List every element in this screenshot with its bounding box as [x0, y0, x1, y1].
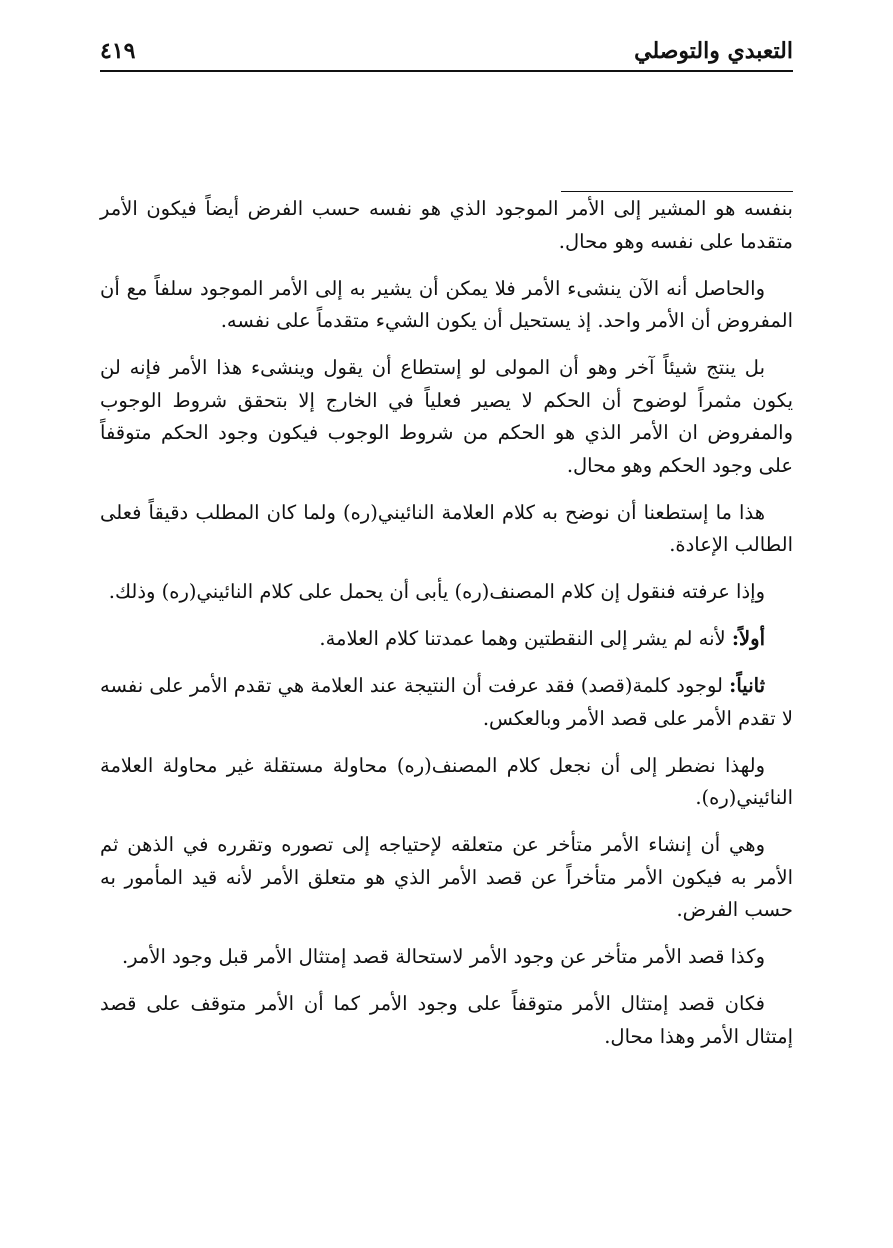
- paragraph: ثانياً: لوجود كلمة(قصد) فقد عرفت أن النتيجة عند العلامة هي تقدم الأمر على نفسه لا تقدم الأمر على قصد الأمر وبالعكس.: [100, 674, 793, 730]
- paragraph: بل ينتج شيئاً آخر وهو أن المولى لو إستطاع أن يقول وينشىء هذا الأمر فإنه لن يكون مثمراً لوضوح أن الحكم لا يصير فعلياً في الخارج إلا بتحقق شروط الوجوب والمفروض ان الأمر الذي هو الحكم من شروط الوجوب فيكون وجود الحكم متوقفاً على وجود الحكم وهو محال.: [100, 356, 793, 477]
- footnote-separator: [561, 191, 793, 192]
- point-label: ثانياً:: [729, 674, 765, 697]
- paragraph: وهي أن إنشاء الأمر متأخر عن متعلقه لإحتياجه إلى تصوره وتقرره في الذهن ثم الأمر به فيكون الأمر متأخراً عن قصد الأمر الذي هو متعلق الأمر لأنه قيد المأمور به حسب الفرض.: [100, 833, 793, 921]
- running-header: [100, 24, 793, 72]
- running-title: التعبدي والتوصلي: [634, 38, 793, 64]
- paragraph: بنفسه هو المشير إلى الأمر الموجود الذي هو نفسه حسب الفرض أيضاً فيكون الأمر متقدما على نفسه وهو محال.: [100, 197, 793, 253]
- paragraph: أولاً: لأنه لم يشر إلى النقطتين وهما عمدتنا كلام العلامة.: [319, 627, 765, 650]
- paragraph: هذا ما إستطعنا أن نوضح به كلام العلامة النائيني(ره) ولما كان المطلب دقيقاً فعلى الطالب الإعادة.: [100, 500, 793, 556]
- paragraph: فكان قصد إمتثال الأمر متوقفاً على وجود الأمر كما أن الأمر متوقف على قصد إمتثال الأمر وهذا محال.: [100, 992, 793, 1048]
- paragraph: وكذا قصد الأمر متأخر عن وجود الأمر لاستحالة قصد إمتثال الأمر قبل وجود الأمر.: [121, 945, 765, 968]
- footnote-text: [100, 193, 793, 1068]
- paragraph: ولهذا نضطر إلى أن نجعل كلام المصنف(ره) محاولة مستقلة غير محاولة العلامة النائيني(ره).: [100, 753, 793, 809]
- page-number: ٤١٩: [100, 38, 136, 64]
- paragraph: والحاصل أنه الآن ينشىء الأمر فلا يمكن أن يشير به إلى الأمر الموجود سلفاً مع أن المفروض أن الأمر واحد. إذ يستحيل أن يكون الشيء متقدماً على نفسه.: [100, 276, 793, 332]
- point-label: أولاً:: [731, 627, 765, 650]
- paragraph: وإذا عرفته فنقول إن كلام المصنف(ره) يأبى أن يحمل على كلام النائيني(ره) وذلك.: [108, 580, 765, 603]
